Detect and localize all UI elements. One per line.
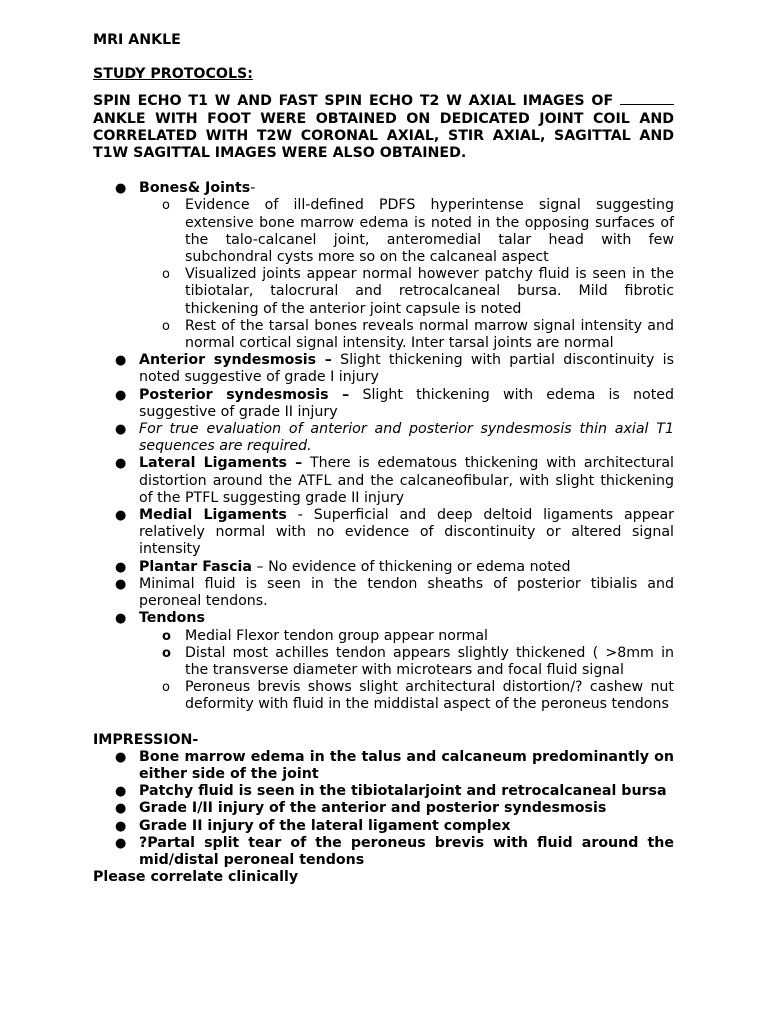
circle-bullet-icon: o xyxy=(162,267,170,283)
tendons-subitem xyxy=(139,679,674,713)
posterior-text: Slight thickening with edema is noted suggestive of grade II injury xyxy=(139,386,674,420)
findings-list xyxy=(93,180,674,713)
bones-subitem xyxy=(139,197,674,266)
impression-item-text: Patchy fluid is seen in the tibiotalarjoint and retrocalcaneal bursa xyxy=(139,783,667,800)
finding-medial-ligaments xyxy=(93,507,674,559)
impression-item xyxy=(93,783,674,800)
bullet-icon: ● xyxy=(115,387,127,403)
bullet-icon: ● xyxy=(115,422,127,438)
tendons-subitem xyxy=(139,628,674,645)
impression-list xyxy=(93,749,674,869)
closing-line: Please correlate clinically xyxy=(93,869,299,886)
impression-item-text: ?Partal split tear of the peroneus brevis with fluid around the mid/distal peroneal tendons xyxy=(139,834,674,868)
protocols-text-start: SPIN ECHO T1 W AND FAST SPIN ECHO T2 W AXIAL IMAGES OF xyxy=(93,93,614,110)
bullet-icon: ● xyxy=(115,801,127,817)
bullet-icon: ● xyxy=(115,818,127,834)
impression-item xyxy=(93,818,674,835)
finding-plantar-fascia xyxy=(93,559,674,576)
minimal-fluid-text: Minimal fluid is seen in the tendon sheaths of posterior tibialis and peroneal tendons. xyxy=(139,575,674,610)
finding-bones-joints xyxy=(93,180,674,352)
syndesmosis-note-text: For true evaluation of anterior and posterior syndesmosis thin axial T1 sequences are required. xyxy=(139,421,674,455)
finding-syndesmosis-note xyxy=(93,421,674,455)
circle-bullet-icon: o xyxy=(162,318,170,334)
finding-lateral-ligaments xyxy=(93,455,674,507)
plantar-label: Plantar Fascia xyxy=(139,558,252,575)
tendons-subitem xyxy=(139,645,674,679)
circle-bullet-icon: o xyxy=(162,645,171,661)
posterior-label: Posterior syndesmosis – xyxy=(139,386,350,403)
bones-subitem-text: Rest of the tarsal bones reveals normal marrow signal intensity and normal cortical signal intensity. Inter tarsal joints are normal xyxy=(185,317,674,352)
medial-label: Medial Ligaments xyxy=(139,507,287,524)
impression-item xyxy=(93,835,674,869)
impression-item-text: Grade I/II injury of the anterior and posterior syndesmosis xyxy=(139,800,607,817)
circle-bullet-icon: o xyxy=(162,628,171,644)
tendons-sublist xyxy=(139,628,674,714)
report-content xyxy=(93,32,674,886)
protocols-text-end: ANKLE WITH FOOT WERE OBTAINED ON DEDICATED JOINT COIL AND CORRELATED WITH T2W CORONAL AXIAL, STIR AXIAL, SAGITTAL AND T1W SAGITTAL IMAGES WERE ALSO OBTAINED. xyxy=(93,110,674,162)
bullet-icon: ● xyxy=(115,576,127,592)
report-title: MRI ANKLE xyxy=(93,32,181,48)
anterior-label: Anterior syndesmosis – xyxy=(139,352,332,369)
finding-tendons xyxy=(93,610,674,713)
protocols-text xyxy=(93,92,674,162)
bullet-icon: ● xyxy=(115,353,127,369)
bullet-icon: ● xyxy=(115,749,127,765)
bullet-icon: ● xyxy=(115,508,127,524)
impression-item-text: Grade II injury of the lateral ligament complex xyxy=(139,817,511,834)
impression-item xyxy=(93,800,674,817)
finding-anterior-syndesmosis xyxy=(93,352,674,386)
bones-subitem xyxy=(139,318,674,352)
circle-bullet-icon: o xyxy=(162,198,170,214)
lateral-label: Lateral Ligaments – xyxy=(139,455,303,472)
circle-bullet-icon: o xyxy=(162,680,170,696)
finding-minimal-fluid xyxy=(93,576,674,610)
bullet-icon: ● xyxy=(115,559,127,575)
impression-item-text: Bone marrow edema in the talus and calcaneum predominantly on either side of the joint xyxy=(139,748,674,782)
tendons-label: Tendons xyxy=(139,610,205,627)
finding-posterior-syndesmosis xyxy=(93,387,674,421)
bullet-icon: ● xyxy=(115,784,127,800)
impression-item xyxy=(93,749,674,783)
medial-text: - Superficial and deep deltoid ligaments appear relatively normal with no evidence of discontinuity or altered signal intensity xyxy=(139,507,674,558)
bones-suffix: - xyxy=(250,180,256,197)
tendons-subitem-text: Peroneus brevis shows slight architectural distortion/? cashew nut deformity with fluid in the middistal aspect of the peroneus tendons xyxy=(185,679,674,713)
lateral-text: There is edematous thickening with architectural distortion around the ATFL and the calcaneofibular, with slight thickening of the PTFL suggesting grade II injury xyxy=(139,455,674,506)
bones-subitem xyxy=(139,266,674,318)
tendons-subitem-text: Distal most achilles tendon appears slightly thickened ( >8mm in the transverse diameter with microtears and focal fluid signal xyxy=(185,644,674,678)
bones-subitem-text: Evidence of ill-defined PDFS hyperintense signal suggesting extensive bone marrow edema is noted in the opposing surfaces of the talo-calcanel joint, anteromedial talar head with few subchondral cysts more so on the calcaneal aspect xyxy=(185,197,674,266)
bullet-icon: ● xyxy=(115,181,127,197)
anterior-text: Slight thickening with partial discontinuity is noted suggestive of grade I injury xyxy=(139,352,675,386)
bones-sublist xyxy=(139,197,674,352)
tendons-subitem-text: Medial Flexor tendon group appear normal xyxy=(185,627,488,644)
plantar-text: – No evidence of thickening or edema noted xyxy=(251,558,571,575)
bullet-icon: ● xyxy=(115,835,127,851)
protocols-heading: STUDY PROTOCOLS: xyxy=(93,66,253,83)
bones-label: Bones& Joints xyxy=(139,180,251,197)
bones-subitem-text: Visualized joints appear normal however patchy fluid is seen in the tibiotalar, talocrural and retrocalcaneal bursa. Mild fibrotic thickening of the anterior joint capsule is noted xyxy=(185,266,674,317)
blank-fill-line xyxy=(620,92,674,105)
bullet-icon: ● xyxy=(115,611,127,627)
bullet-icon: ● xyxy=(115,456,127,472)
impression-heading: IMPRESSION- xyxy=(93,731,199,748)
